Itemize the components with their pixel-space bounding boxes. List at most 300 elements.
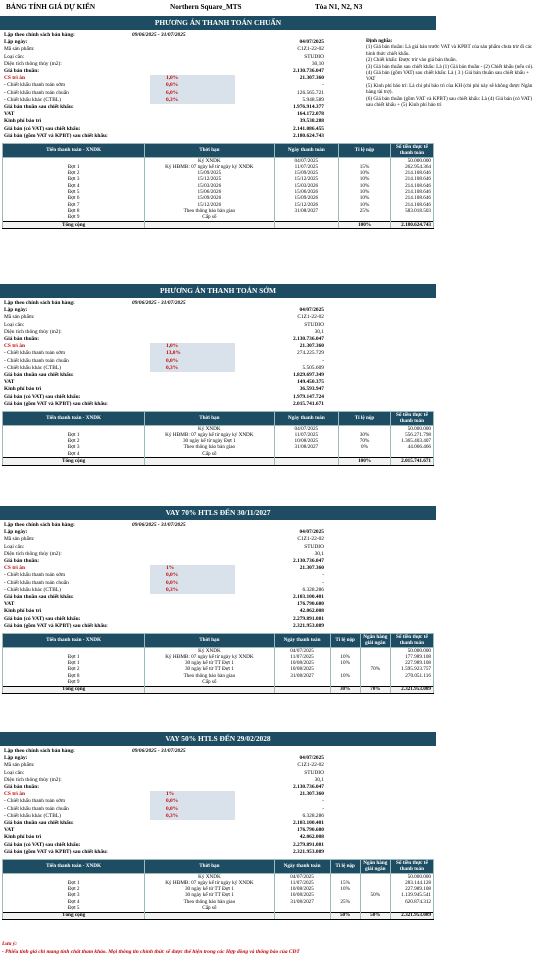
summary-label: Giá bán (gồm VAT và KPBT) sau chiết khấu: [4,622,108,629]
table-cell: 31/08/2027 [274,445,339,451]
summary-label: Giá bán (có VAT) sau chiết khấu: [4,615,81,622]
summary-value: 42.062.008 [299,834,324,841]
definitions-title: Định nghĩa: [366,38,393,44]
summary-label: Giá bán thuần: [4,558,40,564]
summary-value: 5.505.609 [302,364,324,371]
table-cell: 04/07/2025 [274,426,339,433]
summary-value: 39.538.288 [299,118,324,125]
summary-row [2,813,434,820]
column-header: Tiến thanh toán - XNDK [3,412,145,426]
table-cell: 214.108.646 [390,196,433,202]
table-cell: Tổng cộng [3,686,145,693]
summary-label: Giá bán thuần sau chiết khấu: [4,594,74,600]
table-cell: 04/07/2025 [274,158,339,165]
summary-label: Loại căn: [4,321,25,328]
summary-value: C1Z1-22-02 [297,46,324,53]
summary-label: Diện tích thông thủy (m2): [4,550,62,557]
table-cell: 2.321.953.089 [390,686,433,693]
summary-label: Mã sản phẩm: [4,536,35,543]
table-cell: Đợt 1 [3,880,145,886]
summary-row [2,762,434,769]
summary-value: 04/07/2025 [299,39,324,46]
summary-row [2,97,434,104]
summary-row [2,54,434,61]
total-row [3,686,434,693]
summary-value: 2.130.736.047 [293,558,324,564]
policy-period: 09/06/2025 - 31/07/2025 [132,32,186,38]
summary-label: Mã sản phẩm: [4,762,35,769]
summary-row [2,784,434,791]
summary-value: STUDIO [304,53,324,60]
summary-value: 5.948.589 [302,96,324,103]
summary-row [2,111,434,118]
summary-value: 2.279.891.081 [293,615,324,622]
document-title: BẢNG TÍNH GIÁ DỰ KIẾN [6,3,96,11]
column-header: Số tiền thực tế thanh toán [390,634,433,648]
table-cell: Ký HĐMB: 07 ngày kể từ ngày ký XNDK [145,432,274,438]
definition-line: (1) Giá bán thuần: Là giá bán trước VAT và KPBT của sản phẩm chưa trừ đi các hình thức chiết khấu. [366,44,533,57]
table-cell [274,912,330,919]
summary-value: 04/07/2025 [299,755,324,762]
summary-label: Giá bán thuần sau chiết khấu: [4,820,74,826]
table-cell: 04/07/2025 [274,648,330,655]
summary-label: Diện tích thông thủy (m2): [4,328,62,335]
summary-row [2,61,434,68]
table-cell: 50% [360,912,390,919]
table-cell: 177.989.108 [390,654,433,660]
table-cell: Đợt 4 [3,451,145,458]
table-cell: 11/07/2025 [274,880,330,886]
table-cell: Theo thông báo bàn giao [145,208,274,214]
summary-row [2,777,434,784]
summary-label: Giá bán (gồm VAT và KPBT) sau chiết khấu: [4,400,108,407]
summary-label: CS trì ân [4,791,25,798]
summary-label: Giá bán (có VAT) sau chiết khấu: [4,841,81,848]
summary-row [2,68,434,75]
summary-label: Lập theo chính sách bán hàng: [4,522,75,528]
discount-percent: 0,0% [166,357,179,364]
column-header: Tiến thanh toán - XNDK [3,634,145,648]
summary-value: - [322,805,324,812]
table-cell [145,458,274,465]
table-cell: 1.365.403.407 [390,439,433,445]
table-cell: 15/09/2025 [274,171,339,177]
summary-value: C1Z1-22-02 [297,762,324,769]
table-cell [145,221,274,228]
summary-row [2,307,434,314]
table-cell: 04/07/2025 [274,874,330,881]
table-cell [274,451,339,458]
table-cell: Theo thông báo bàn giao [145,899,274,905]
discount-percent: 1% [166,791,175,798]
table-cell: 270.051.116 [390,673,433,679]
summary-value: 2.321.953.089 [293,848,324,855]
summary-row [2,587,434,594]
table-cell: Ký HĐMB: 07 ngày kể từ ngày ký XNDK [145,880,274,886]
table-cell: Cấp sổ [145,679,274,686]
summary-value: 21.307.360 [299,75,324,82]
summary-label: Loại căn: [4,543,25,550]
summary-label: Giá bán thuần sau chiết khấu: [4,372,74,378]
summary-row [2,104,434,111]
discount-percent: 0,0% [166,82,179,89]
table-cell [145,686,274,693]
table-cell: Đợt 5 [3,905,145,912]
summary-row [2,372,434,379]
table-row [3,215,434,222]
summary-row [2,522,434,529]
column-header: Thời hạn [145,412,274,426]
discount-percent: 1,0% [166,75,179,82]
column-header: Ngày thanh toán [274,860,330,874]
table-cell: Đợt 8 [3,673,145,679]
summary-row [2,336,434,343]
table-cell [274,905,330,912]
table-cell: 31/08/2027 [274,673,330,679]
summary-row [2,46,434,53]
table-cell: 620.874.312 [390,899,433,905]
project-name: Northern Square_MTS [170,3,242,11]
table-cell: 10/08/2025 [274,661,330,667]
table-cell: Theo thông báo bàn giao [145,445,274,451]
summary-label: Giá bán (có VAT) sau chiết khấu: [4,393,81,400]
table-cell: 31/08/2027 [274,208,339,214]
table-cell: Đợt 2 [3,439,145,445]
summary-label: Lập theo chính sách bán hàng: [4,32,75,38]
summary-row [2,755,434,762]
table-cell: Đợt 4 [3,899,145,905]
summary-label: Kinh phí bảo trì [4,386,42,393]
summary-row [2,394,434,401]
table-cell [274,458,339,465]
table-cell: 10/08/2025 [274,667,330,673]
discount-percent: 0,0% [166,805,179,812]
table-cell: 10% [330,661,360,667]
column-header: Số tiền thực tế thanh toán [390,412,433,426]
summary-label: Giá bán (gồm VAT và KPBT) sau chiết khấu: [4,848,108,855]
summary-value: - [322,357,324,364]
table-cell: 214.108.646 [390,202,433,208]
discount-percent: 0,3% [166,364,179,371]
summary-row [2,580,434,587]
table-cell: Đợt 1 [3,432,145,438]
table-cell [360,905,390,912]
table-cell [390,451,433,458]
summary-value: 42.062.008 [299,608,324,615]
table-cell: Ký XNDK [145,648,274,655]
column-header: Tỉ lệ nộp [339,144,391,158]
table-cell [330,679,360,686]
summary-row [2,558,434,565]
summary-row [2,770,434,777]
table-cell: Đợt 9 [3,679,145,686]
table-cell: 15/12/2025 [274,177,339,183]
table-cell: 30 ngày kể từ TT Đợt 1 [145,667,274,673]
table-cell [274,686,330,693]
column-header: Tiến thanh toán - XNDK [3,860,145,874]
summary-row [2,32,434,39]
table-cell: 214.108.646 [390,189,433,195]
summary-row [2,350,434,357]
summary-value: 149.450.375 [297,379,324,386]
summary-label: Diện tích thông thủy (m2): [4,776,62,783]
table-cell: Đợt 1 [3,654,145,660]
summary-row [2,842,434,849]
table-cell: 70% [360,667,390,673]
discount-percent: 13,0% [166,350,181,357]
summary-value: 30,1 [314,776,324,783]
table-cell: Đợt 1 [3,164,145,170]
table-cell [274,679,330,686]
summary-value: 2.141.086.455 [293,125,324,132]
summary-label: Lập ngày: [4,529,28,536]
policy-period: 09/06/2025 - 31/07/2025 [132,522,186,528]
table-cell: Ký HĐMB: 07 ngày kể từ ngày ký XNDK [145,654,274,660]
table-cell: Ký HĐMB: 07 ngày kể từ ngày ký XNDK [145,164,274,170]
summary-value: 1.979.147.724 [293,393,324,400]
summary-value: 2.279.891.081 [293,841,324,848]
table-cell: 2.015.741.671 [390,458,433,465]
summary-row [2,314,434,321]
summary-value: 1.829.697.349 [293,372,324,378]
summary-value: C1Z1-22-02 [297,536,324,543]
table-cell: 15/06/2026 [145,189,274,195]
summary-label: - Chiết khấu thanh toán sớm [4,572,66,579]
summary-label: Mã sản phẩm: [4,46,35,53]
column-header: Tỉ lệ nộp [330,634,360,648]
summary-label: VAT [4,827,15,834]
table-cell: 50.000.000 [390,426,433,433]
table-cell: 70% [360,686,390,693]
table-cell: 30 ngày kể từ TT Đợt 1 [145,887,274,893]
summary-label: Loại căn: [4,53,25,60]
section-band: VAY 70% HTLS ĐẾN 30/11/2027 [0,506,436,520]
summary-row [2,616,434,623]
summary-label: VAT [4,601,15,608]
summary-value: 21.307.360 [299,343,324,350]
table-cell: 11/07/2025 [274,432,339,438]
policy-period: 09/06/2025 - 31/07/2025 [132,748,186,754]
table-cell: Cấp sổ [145,215,274,222]
table-cell: 262.954.364 [390,164,433,170]
table-cell: Đợt 8 [3,208,145,214]
table-cell: 30% [339,432,391,438]
table-cell: 10/08/2025 [274,893,330,899]
table-cell: Đợt 1 [3,661,145,667]
table-cell: Đợt 9 [3,215,145,222]
summary-row [2,827,434,834]
table-cell: Đợt 2 [3,887,145,893]
summary-label: Giá bán thuần: [4,784,40,790]
table-cell: Đợt 7 [3,202,145,208]
table-cell [390,215,433,222]
definition-line: (3) Giá bán thuần sau chiết khấu: Là (1) Giá bán thuần - (2) Chiết khấu (nếu có). [366,63,534,70]
summary-label: VAT [4,379,15,386]
payment-schedule-table [2,143,434,229]
table-cell: 15/12/2025 [145,177,274,183]
table-cell: 15/09/2025 [145,171,274,177]
summary-row [2,379,434,386]
table-cell: Tổng cộng [3,912,145,919]
summary-row [2,82,434,89]
summary-row [2,75,434,82]
summary-label: Giá bán (gồm VAT và KPBT) sau chiết khấu: [4,132,108,139]
table-cell: 15% [339,164,391,170]
summary-label: CS trì ân [4,565,25,572]
table-cell: Ký XNDK [145,874,274,881]
summary-row [2,343,434,350]
table-cell: 50% [360,893,390,899]
table-cell [145,912,274,919]
definition-line: (5) Kinh phí bảo trì: Là chi phí bảo trì của KH (chỉ phí này sẽ không được Ngân hàng tài trợ). [366,82,533,96]
column-header: Ngân hàng giải ngân [360,634,390,648]
summary-label: Lập ngày: [4,39,28,46]
summary-row [2,536,434,543]
table-cell: Đợt 3 [3,893,145,899]
column-header: Tiến thanh toán - XNDK [3,144,145,158]
table-cell: 30% [330,686,360,693]
summary-value: 6.328.286 [302,586,324,593]
summary-row [2,90,434,97]
summary-label: Kinh phí bảo trì [4,118,42,125]
summary-label: Lập ngày: [4,307,28,314]
table-cell: 100% [339,458,391,465]
table-cell: Đợt 2 [3,171,145,177]
table-cell: Đợt 3 [3,177,145,183]
table-cell: 2.321.953.089 [390,912,433,919]
summary-label: Giá bán (có VAT) sau chiết khấu: [4,125,81,132]
table-cell: Tổng cộng [3,458,145,465]
table-cell: 10% [339,183,391,189]
table-cell: 30 ngày kể từ ngày Đợt 1 [145,439,274,445]
summary-value: 2.130.736.047 [293,336,324,342]
summary-value: 2.130.736.047 [293,784,324,790]
table-cell: Cấp sổ [145,451,274,458]
discount-percent: 0,0% [166,572,179,579]
summary-label: VAT [4,111,15,118]
table-cell: 10% [339,171,391,177]
summary-row [2,322,434,329]
table-cell [360,679,390,686]
table-cell: Đợt 5 [3,189,145,195]
summary-label: Kinh phí bảo trì [4,608,42,615]
summary-label: - Chiết khấu khác (CTBL) [4,364,61,371]
summary-label: Giá bán thuần sau chiết khấu: [4,104,74,110]
table-cell: 50.000.000 [390,648,433,655]
summary-value: STUDIO [304,769,324,776]
summary-row [2,572,434,579]
summary-label: Mã sản phẩm: [4,314,35,321]
column-header: Ngày thanh toán [274,144,339,158]
summary-row [2,565,434,572]
table-cell: 227.989.108 [390,887,433,893]
definition-line: (4) Giá bán (gồm VAT) sau chiết khấu: Là ( 3 ) Giá bán thuần sau chiết khấu + VAT [366,70,529,83]
table-cell: Đợt 4 [3,183,145,189]
table-cell: 25% [339,208,391,214]
summary-value: 30,1 [314,550,324,557]
total-row [3,912,434,919]
summary-value: 6.328.286 [302,812,324,819]
summary-label: - Chiết khấu khác (CTBL) [4,96,61,103]
column-header: Thời hạn [145,144,274,158]
column-header: Ngân hàng giải ngân [360,860,390,874]
note-title: Lưu ý: [2,941,18,947]
table-cell: 10% [339,196,391,202]
summary-row [2,529,434,536]
summary-row [2,834,434,841]
table-cell: 10% [339,189,391,195]
table-cell: 44.066.466 [390,445,433,451]
summary-row [2,544,434,551]
summary-row [2,39,434,46]
column-header: Thời hạn [145,634,274,648]
summary-value: 04/07/2025 [299,529,324,536]
table-cell: 10% [330,673,360,679]
summary-value: C1Z1-22-02 [297,314,324,321]
summary-label: Lập theo chính sách bán hàng: [4,300,75,306]
table-cell: 283.144.128 [390,880,433,886]
summary-value: 2.103.100.401 [293,820,324,826]
table-cell: 15/03/2026 [274,183,339,189]
table-cell: 11/07/2025 [274,164,339,170]
summary-label: Lập ngày: [4,755,28,762]
summary-row [2,806,434,813]
summary-value: 30,1 [314,328,324,335]
summary-label: Kinh phí bảo trì [4,834,42,841]
table-cell: 1.595.923.757 [390,667,433,673]
summary-label: Giá bán thuần: [4,336,40,342]
table-cell: 2.180.624.743 [390,221,433,228]
summary-label: CS trì ân [4,75,25,82]
summary-value: - [322,82,324,89]
table-cell: Ký XNDK [145,158,274,165]
summary-value: - [322,579,324,586]
table-cell: 15% [330,880,360,886]
summary-value: 274.225.729 [297,350,324,357]
table-cell [390,905,433,912]
summary-label: - Chiết khấu thanh toán chuẩn [4,579,69,586]
column-header: Tỉ lệ nộp [339,412,391,426]
summary-row [2,748,434,755]
note-text: - Phiếu tính giá chỉ mang tính chất tham khảo. Mọi thông tin chính thức sẽ được thể hiện trong các Hợp đồng và thông báo của CĐT [2,949,300,955]
table-cell: 15/09/2026 [274,196,339,202]
table-cell: 50% [330,912,360,919]
table-cell: 214.108.646 [390,177,433,183]
table-cell: 10% [330,654,360,660]
summary-value: - [322,798,324,805]
table-cell: Đợt 6 [3,196,145,202]
table-cell [339,451,391,458]
summary-value: - [322,572,324,579]
table-cell: 583.018.503 [390,208,433,214]
payment-schedule-table [2,859,434,920]
summary-row [2,594,434,601]
column-header: Thời hạn [145,860,274,874]
policy-period: 09/06/2025 - 31/07/2025 [132,300,186,306]
summary-value: 2.180.624.743 [293,132,324,139]
table-cell: 15/12/2026 [274,202,339,208]
summary-value: 21.307.360 [299,791,324,798]
definition-line: (2) Chiết khấu: Được trừ vào giá bán thuần. [366,57,457,64]
table-cell: 50.000.000 [390,874,433,881]
column-header: Số tiền thực tế thanh toán [390,144,433,158]
table-cell: 10% [330,887,360,893]
table-cell [330,905,360,912]
table-cell: 10/08/2025 [274,887,330,893]
summary-row [2,623,434,630]
column-header: Tỉ lệ nộp [330,860,360,874]
summary-value: 164.172.078 [297,111,324,118]
